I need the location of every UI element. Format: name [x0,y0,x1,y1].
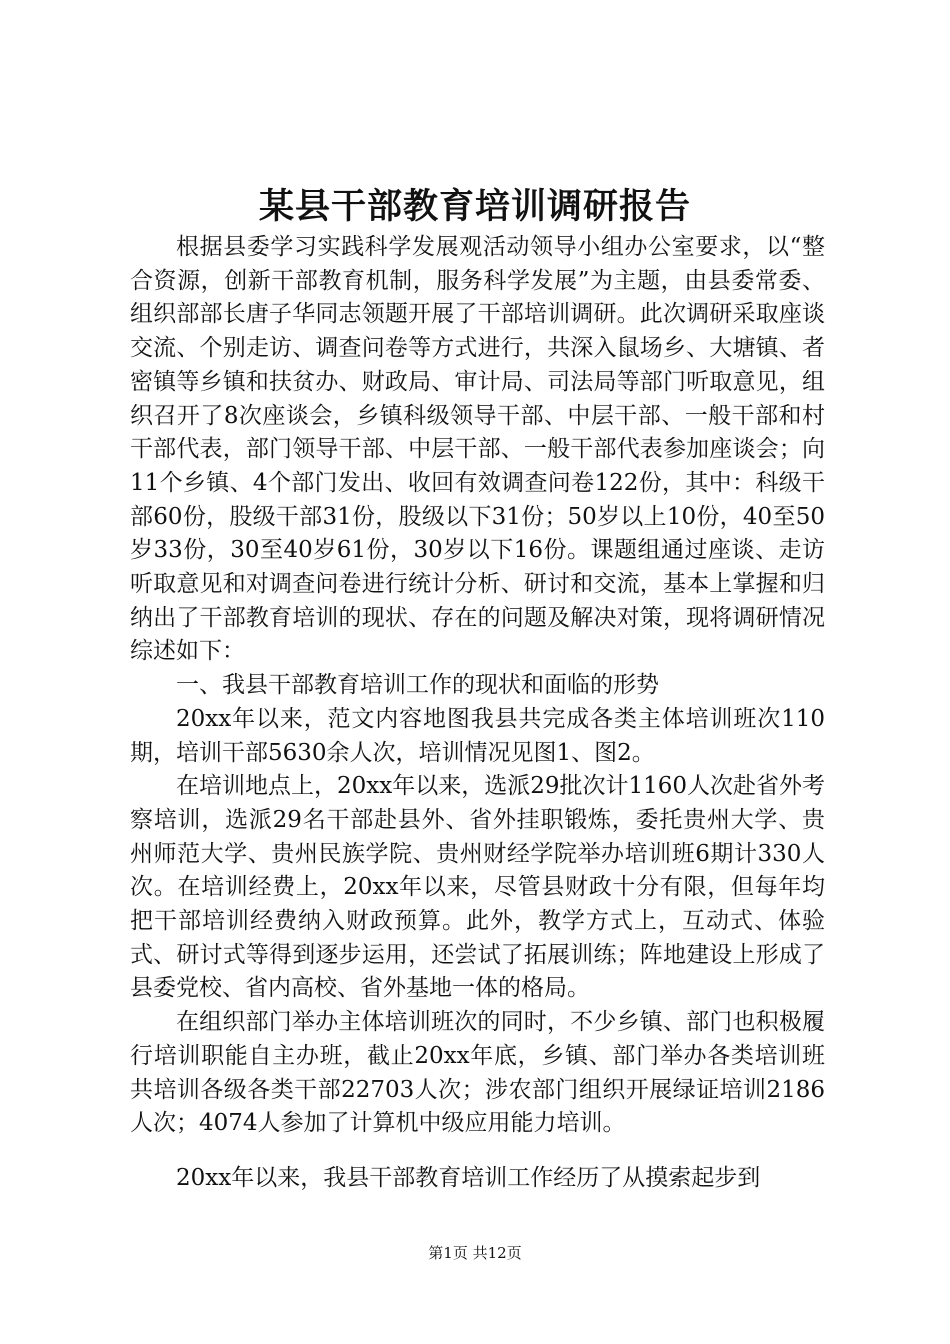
training-location-paragraph: 在培训地点上，20xx年以来，选派29批次计1160人次赴省外考察培训，选派29名干部赴县外、省外挂职锻炼，委托贵州大学、贵州师范大学、贵州民族学院、贵州财经学院举办培训班6期计330人次。在培训经费上，20xx年以来，尽管县财政十分有限，但每年均把干部培训经费纳入财政预算。此外，教学方式上，互动式、体验式、研讨式等得到逐步运用，还尝试了拓展训练；阵地建设上形成了县委党校、省内高校、省外基地一体的格局。 [130,773,826,1002]
township-training-paragraph: 在组织部门举办主体培训班次的同时，不少乡镇、部门也积极履行培训职能自主办班，截止20xx年底，乡镇、部门举办各类培训班共培训各级各类干部22703人次；涉农部门组织开展绿证培训2186人次；4074人参加了计算机中级应用能力培训。 [130,1009,825,1137]
intro-paragraph: 根据县委学习实践科学发展观活动领导小组办公室要求，以“整合资源，创新干部教育机制，服务科学发展”为主题，由县委常委、组织部部长唐子华同志领题开展了干部培训调研。此次调研采取座谈交流、个别走访、调查问卷等方式进行，共深入鼠场乡、大塘镇、者密镇等乡镇和扶贫办、财政局、审计局、司法局等部门听取意见，组织召开了8次座谈会，乡镇科级领导干部、中层干部、一般干部和村干部代表，部门领导干部、中层干部、一般干部代表参加座谈会；向11个乡镇、4个部门发出、收回有效调查问卷122份，其中：科级干部60份，股级干部31份，股级以下31份；50岁以上10份，40至50岁33份，30至40岁61份，30岁以下16份。课题组通过座谈、走访听取意见和对调查问卷进行统计分析、研讨和交流，基本上掌握和归纳出了干部教育培训的现状、存在的问题及解决对策，现将调研情况综述如下： [130,234,825,665]
history-paragraph: 20xx年以来，我县干部教育培训工作经历了从摸索起步到 [176,1164,761,1191]
section-heading: 一、我县干部教育培训工作的现状和面临的形势 [176,672,659,699]
page-footer: 第1页 共12页 [428,1244,522,1262]
document-title: 某县干部教育培训调研报告 [258,186,691,227]
document-body [130,231,825,1196]
training-summary-paragraph: 20xx年以来，范文内容地图我县共完成各类主体培训班次110期，培训干部5630余人次，培训情况见图1、图2。 [130,705,825,766]
